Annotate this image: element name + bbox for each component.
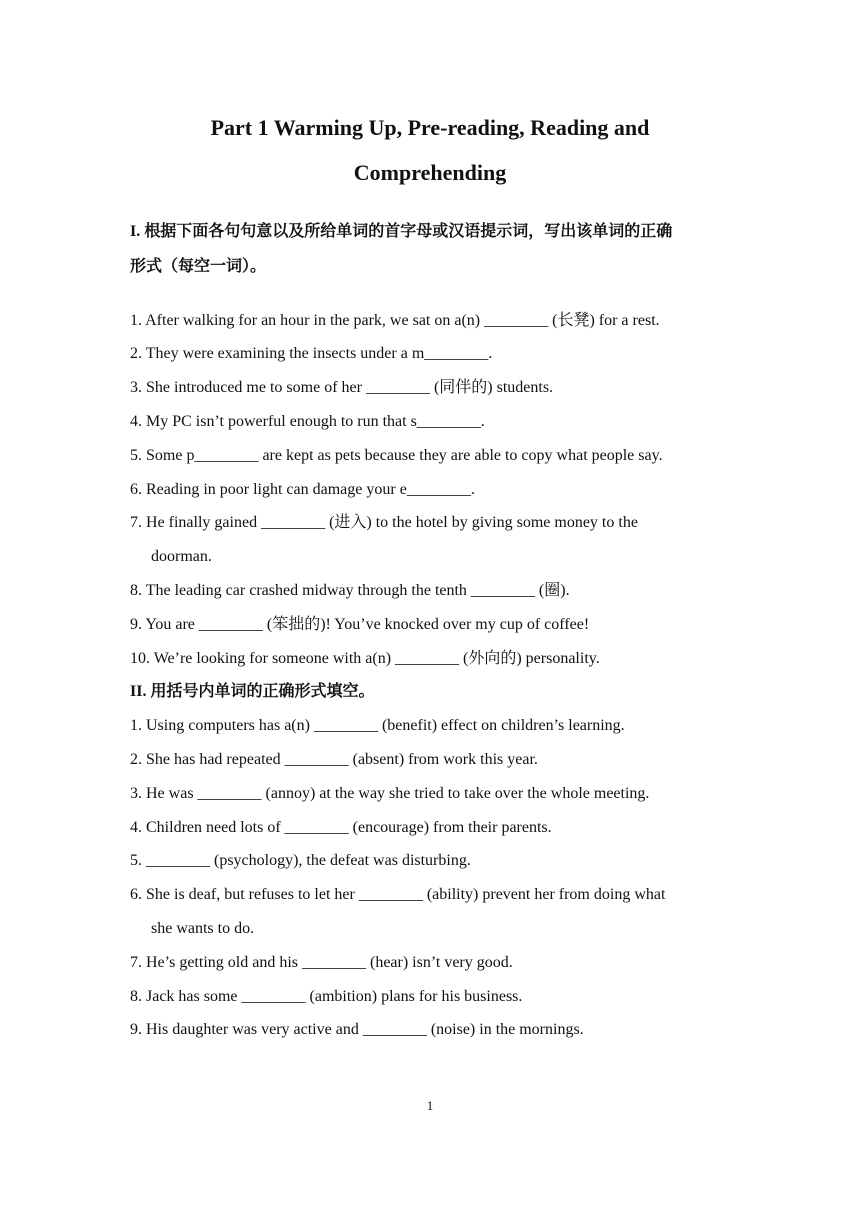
section-2-item-9: 9. His daughter was very active and ________ (noise) in the mornings. — [130, 1021, 584, 1038]
page-title-line-1: Part 1 Warming Up, Pre-reading, Reading and — [210, 115, 650, 140]
section-1-item-1: 1. After walking for an hour in the park, we sat on a(n) ________ (长凳) for a rest. — [130, 312, 660, 329]
section-1-item-3: 3. She introduced me to some of her ________ (同伴的) students. — [130, 379, 554, 396]
page-title-line-2: Comprehending — [353, 160, 507, 185]
section-1-item-10: 10. We’re looking for someone with a(n) ________ (外向的) personality. — [130, 650, 600, 667]
section-2-item-8: 8. Jack has some ________ (ambition) plans for his business. — [130, 988, 523, 1005]
section-1-item-6: 6. Reading in poor light can damage your e________. — [130, 481, 475, 498]
section-2-item-6: 6. She is deaf, but refuses to let her ________ (ability) prevent her from doing what — [130, 886, 666, 903]
section-1-item-2: 2. They were examining the insects under a m________. — [130, 345, 493, 362]
section-2-heading: II. 用括号内单词的正确形式填空。 — [130, 683, 375, 700]
section-2-item-4: 4. Children need lots of ________ (encourage) from their parents. — [130, 819, 552, 836]
section-1-item-7-continuation: doorman. — [151, 548, 212, 565]
section-2-item-2: 2. She has had repeated ________ (absent) from work this year. — [130, 751, 538, 768]
section-1-item-7: 7. He finally gained ________ (进入) to the hotel by giving some money to the — [130, 514, 638, 531]
page-number: 1 — [426, 1098, 434, 1113]
section-1-heading-line-1: I. 根据下面各句句意以及所给单词的首字母或汉语提示词，写出该单词的正确 — [130, 223, 673, 240]
section-1-heading-line-2: 形式（每空一词）。 — [130, 258, 267, 275]
section-2-item-5: 5. ________ (psychology), the defeat was disturbing. — [130, 852, 471, 869]
section-2-item-6-continuation: she wants to do. — [151, 920, 255, 937]
section-2-item-1: 1. Using computers has a(n) ________ (benefit) effect on children’s learning. — [130, 717, 625, 734]
section-1-item-5: 5. Some p________ are kept as pets because they are able to copy what people say. — [130, 447, 663, 464]
section-2-item-3: 3. He was ________ (annoy) at the way she tried to take over the whole meeting. — [130, 785, 650, 802]
section-1-item-8: 8. The leading car crashed midway through the tenth ________ (圈). — [130, 582, 570, 599]
section-2-item-7: 7. He’s getting old and his ________ (hear) isn’t very good. — [130, 954, 513, 971]
section-1-item-4: 4. My PC isn’t powerful enough to run that s________. — [130, 413, 485, 430]
section-1-item-9: 9. You are ________ (笨拙的)! You’ve knocked over my cup of coffee! — [130, 616, 590, 633]
